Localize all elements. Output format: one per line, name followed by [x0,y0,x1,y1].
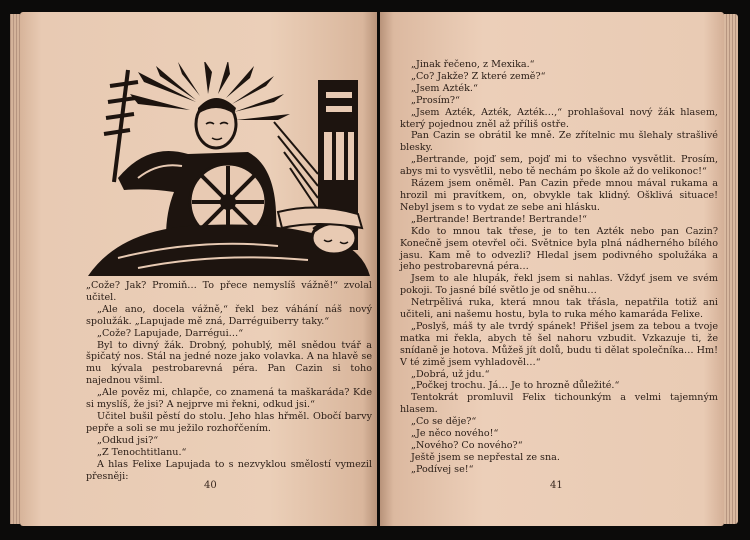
paragraph: Ještě jsem se nepřestal ze sna. [411,451,560,463]
paragraph: Jsem to ale hlupák, řekl jsem si nahlas. Vždyť jsem ve svém pokoji. To jasné bílé světlo je od sněhu… [400,273,718,297]
paragraph: „Podívej se!“ [411,463,474,475]
paragraph: A hlas Felixe Lapujada to s nezvyklou smělostí vymezil přesněji: [86,458,372,482]
paragraph: „Jsem Azték, Azték, Azték…,“ prohlašoval nový žák hlasem, který pojednou zněl až příliš ostře. [400,106,718,130]
paragraph: „Počkej trochu. Já… Je to hrozně důležité.“ [411,380,620,392]
page-number: 40 [204,480,217,491]
paragraph: Rázem jsem oněměl. Pan Cazin přede mnou mával rukama a hrozil mi pravítkem, on, obvykle tak klidný. Ošklivá situace! Nebyl jsem s to vydat ze sebe ani hlásku. [400,178,718,213]
right-page-edges [724,14,738,524]
paragraph: „Ale pověz mi, chlapče, co znamená ta maškaráda? Kde si myslíš, že jsi? A nejprve mi řekni, odkud jsi.“ [86,387,372,411]
paragraph: „Je něco nového!“ [411,428,499,440]
paragraph: „Z Tenochtitlanu.“ [97,446,187,458]
paragraph: „Nového? Co nového?“ [411,440,523,451]
paragraph: „Co? Jakže? Z které země?“ [411,70,546,82]
left-page [20,12,377,526]
right-page [380,12,724,526]
paragraph: „Ale ano, docela vážně,“ řekl bez váhání náš nový spolužák. „Lapujade mě zná, Darréguiberry taky.“ [86,303,372,327]
left-page-text [86,280,372,482]
right-page-text [400,59,718,476]
paragraph: „Prosím?“ [411,94,460,106]
paragraph: „Co se děje?“ [411,416,477,428]
paragraph: „Poslyš, máš ty ale tvrdý spánek! Přišel jsem za tebou a tvoje matka mi řekla, abych tě šel nahoru vzbudit. Vzkazuje ti, že snídaně je hotova. Můžeš jít dolů, budu ti dělat společníka… Hm! V té zimě jsem vyhladověl…“ [400,320,718,368]
paragraph: „Dobrá, už jdu.“ [411,368,490,380]
paragraph: Učitel bušil pěstí do stolu. Jeho hlas hřměl. Obočí barvy pepře a soli se mu ježilo rozhořčením. [86,410,372,434]
paragraph: „Bertrande, pojď sem, pojď mi to všechno vysvětlit. Prosím, abys mi to vysvětlil, nebo tě nechám po škole až do velikonoc!“ [400,154,718,178]
paragraph: „Jsem Azték.“ [411,82,478,94]
woodcut-illustration [78,62,370,276]
paragraph: Tentokrát promluvil Felix tichounkým a velmi tajemným hlasem. [400,392,718,416]
page-number: 41 [550,480,563,491]
paragraph: Kdo to mnou tak třese, je to ten Azték nebo pan Cazin? Konečně jsem otevřel oči. Světnice byla plná nádherného bílého jasu. Kam mě to odvezli? Hledal jsem podivného spolužáka a jeho pestrobarevná péra… [400,225,718,273]
paragraph: Netrpělivá ruka, která mnou tak třásla, nepatřila totiž ani učiteli, ani našemu hostu, byla to ruka mého kamaráda Felixe. [400,297,718,321]
paragraph: „Odkud jsi?“ [97,434,159,446]
paragraph: „Jinak řečeno, z Mexika.“ [411,59,535,70]
paragraph: „Cože? Lapujade, Darrégui…“ [97,327,244,339]
paragraph: Pan Cazin se obrátil ke mně. Ze zřítelnic mu šlehaly strašlivé blesky. [400,130,718,154]
paragraph: Byl to divný žák. Drobný, pohublý, měl snědou tvář a špičatý nos. Stál na jedné noze jako volavka. A na hlavě se mu kývala pestrobarevná péra. Pan Cazin si toho najednou všiml. [86,339,372,387]
paragraph: „Bertrande! Bertrande! Bertrande!“ [411,213,587,225]
paragraph: „Cože? Jak? Promiň… To přece nemyslíš vážně!“ zvolal učitel. [86,280,372,303]
left-page-edges [10,14,20,524]
